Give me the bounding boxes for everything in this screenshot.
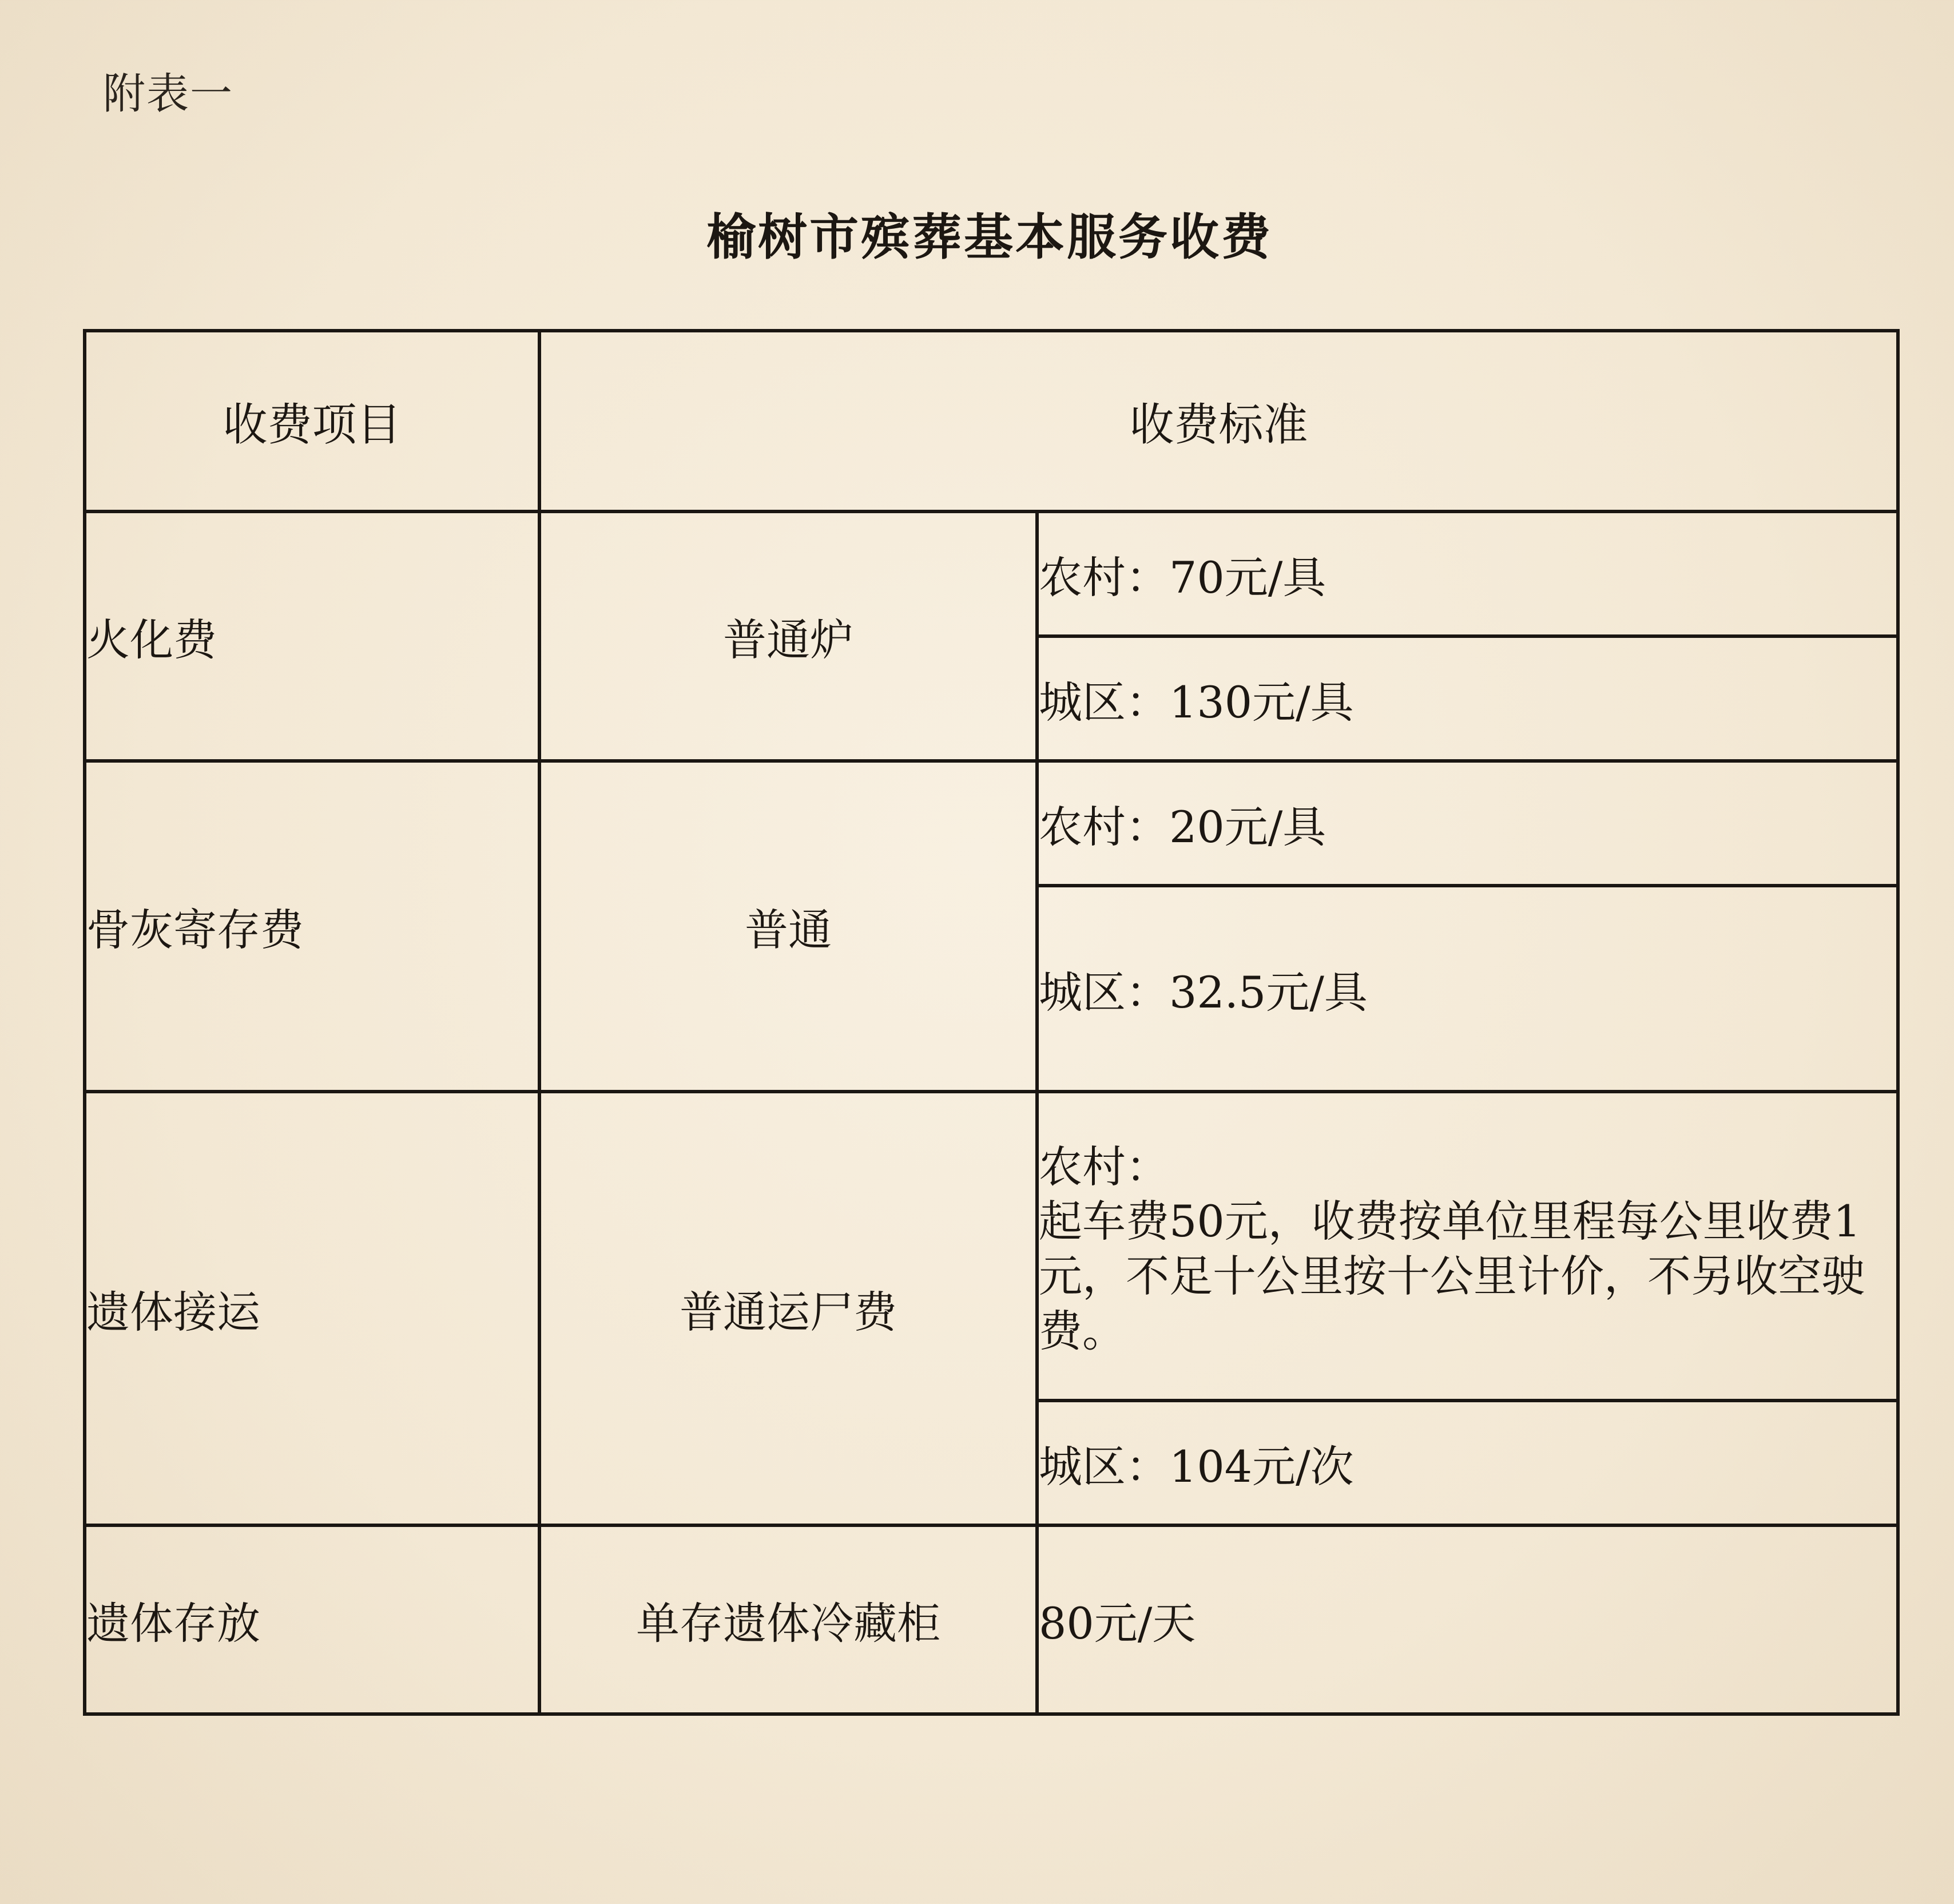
table-row — [85, 1525, 1898, 1714]
rural-label: 农村： — [1039, 1141, 1169, 1192]
column-header-standard: 收费标准 — [539, 331, 1898, 511]
fee-table — [83, 329, 1900, 1716]
table-row — [85, 511, 1898, 636]
row-type-body-storage: 单存遗体冷藏柜 — [539, 1525, 1037, 1714]
row-item-ash-storage: 骨灰寄存费 — [85, 761, 539, 1092]
table-row — [85, 761, 1898, 886]
row-type-body-transport: 普通运尸费 — [539, 1092, 1037, 1525]
table-header-row — [85, 331, 1898, 511]
row-item-cremation: 火化费 — [85, 511, 539, 761]
rural-description: 起车费50元，收费按单位里程每公里收费1元，不足十公里按十公里计价，不另收空驶费。 — [1039, 1196, 1865, 1356]
page-title: 榆树市殡葬基本服务收费 — [706, 209, 1273, 266]
row-standard-rural — [1037, 1092, 1898, 1401]
row-standard: 80元/天 — [1037, 1525, 1898, 1714]
row-type-cremation: 普通炉 — [539, 511, 1037, 761]
row-standard-urban: 城区：130元/具 — [1037, 636, 1898, 761]
row-standard-urban: 城区：32.5元/具 — [1037, 886, 1898, 1092]
table-row — [85, 1092, 1898, 1401]
row-standard-urban: 城区：104元/次 — [1037, 1401, 1898, 1525]
attachment-label: 附表一 — [103, 69, 233, 118]
row-item-body-storage: 遗体存放 — [85, 1525, 539, 1714]
row-standard-rural: 农村：70元/具 — [1037, 511, 1898, 636]
column-header-item: 收费项目 — [85, 331, 539, 511]
row-item-body-transport: 遗体接运 — [85, 1092, 539, 1525]
row-standard-rural: 农村：20元/具 — [1037, 761, 1898, 886]
row-type-ash-storage: 普通 — [539, 761, 1037, 1092]
